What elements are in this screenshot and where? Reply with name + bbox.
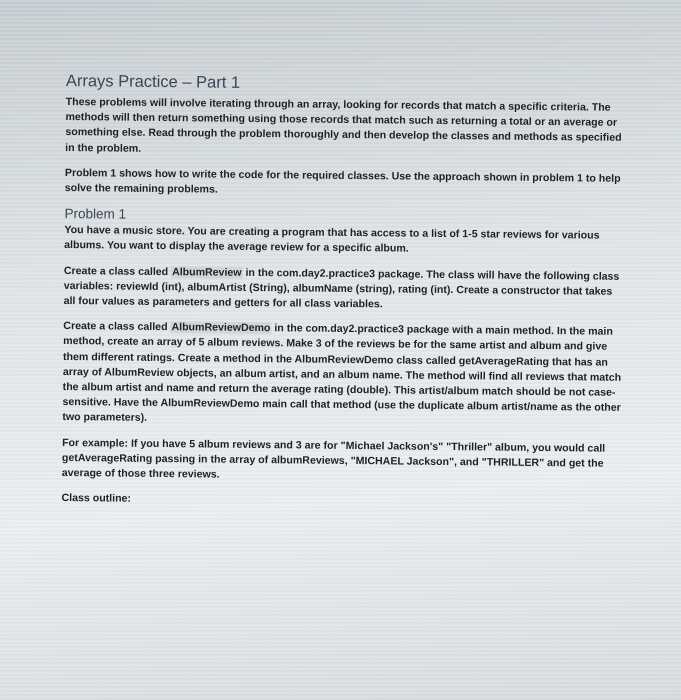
text-run: Create a class called — [63, 264, 172, 278]
approach-paragraph: Problem 1 shows how to write the code for the required classes. Use the approach shown in problem 1 to help solve the remaining problems. — [64, 166, 621, 196]
class-name-highlight: AlbumReview — [172, 265, 242, 279]
album-review-demo-paragraph — [62, 319, 623, 431]
album-review-paragraph — [64, 264, 624, 315]
text-run: Create a class called — [63, 320, 171, 334]
page-title: Arrays Practice – Part 1 — [65, 72, 241, 92]
class-name-highlight: AlbumReviewDemo — [171, 321, 271, 335]
problem-description: You have a music store. You are creating a program that has access to a list of 1-5 star reviews for various albums. You want to display the average review for a specific album. — [64, 224, 600, 256]
intro-paragraph: These problems will involve iterating through an array, looking for records that match a specific criteria. The methods will then return something using those records that match such as returning a total or an average or something else. Read through the problem thoroughly and then develop the classes and methods as specified in the problem. — [65, 95, 622, 155]
document-content — [61, 72, 626, 522]
text-run: in the com.day2.practice3 package with a main method. In the main method, create an array of 5 album reviews. Make 3 of the reviews be for the same artist and album and give them different ratings. Create a method in the AlbumReviewDemo class called getAverageRating that has an array of AlbumReview objects, an album artist, and an album name. The method will find all reviews that match the album artist and name and return the average rating (double). This artist/album match should be not case-sensitive. Have the AlbumReviewDemo main call that method (use the duplicate album artist/name as the other two parameters). — [62, 322, 622, 425]
class-outline-label: Class outline: — [61, 492, 132, 505]
example-paragraph: For example: If you have 5 album reviews and 3 are for "Michael Jackson's" "Thriller" album, you would call getAverageRating passing in the array of albumReviews, "MICHAEL Jackson", and "THRILLER" and get the average of those three reviews. — [61, 436, 606, 481]
text-run: in the com.day2.practice3 package. The class will have the following class variables: reviewId (int), albumArtist (String), albumName (string), rating (int). Create a constructor that takes all four values as parameters and getters for all class variables. — [63, 266, 620, 311]
problem-heading: Problem 1 — [64, 206, 127, 222]
